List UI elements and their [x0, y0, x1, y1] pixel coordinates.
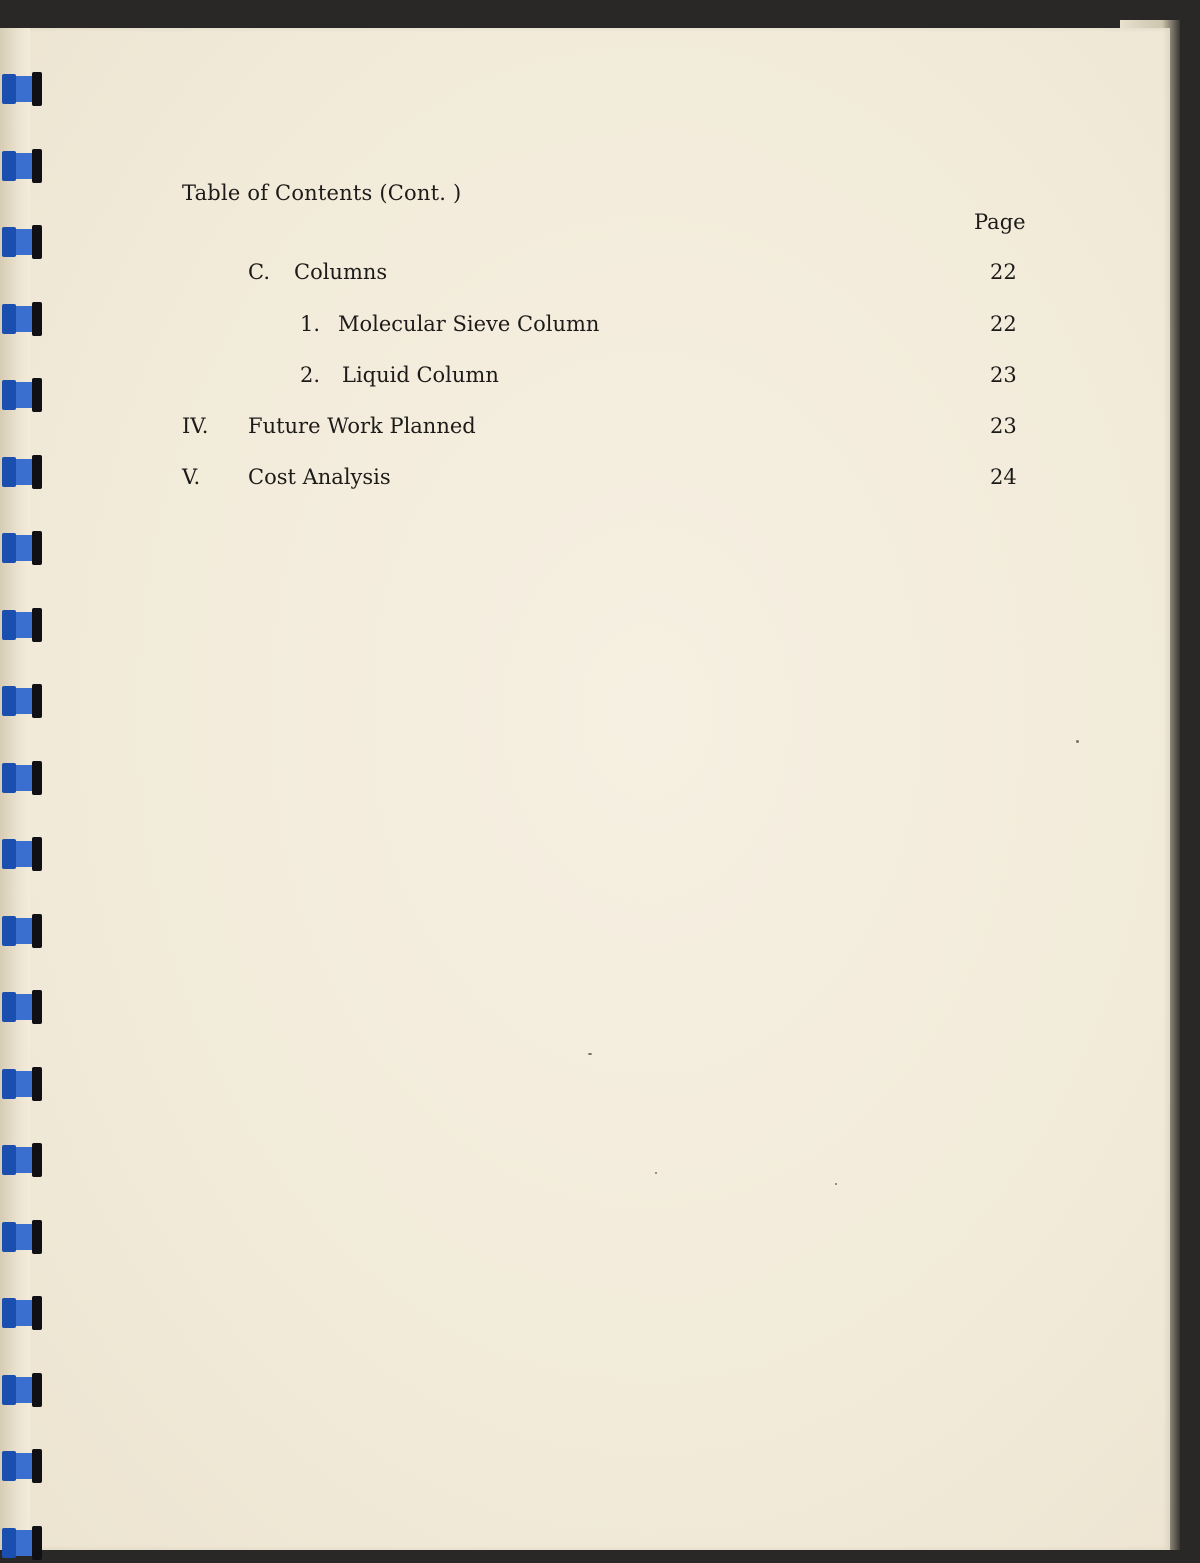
binding-ring-gap — [16, 229, 32, 255]
binding-ring — [2, 1371, 44, 1409]
binding-ring-gap — [16, 306, 32, 332]
binding-ring-front — [32, 1143, 42, 1177]
binding-ring-back — [2, 1375, 16, 1405]
binding-ring — [2, 1141, 44, 1179]
toc-entry-number: V. — [182, 465, 201, 489]
binding-ring-gap — [16, 459, 32, 485]
binding-ring — [2, 1524, 44, 1562]
toc-entry-page: 23 — [990, 363, 1017, 387]
binding-ring-back — [2, 304, 16, 334]
binding-ring — [2, 759, 44, 797]
toc-entry-future-work-planned — [182, 414, 942, 442]
binding-ring-back — [2, 457, 16, 487]
binding-ring — [2, 529, 44, 567]
binding-ring — [2, 835, 44, 873]
binding-ring — [2, 1218, 44, 1256]
binding-ring-back — [2, 916, 16, 946]
binding-ring — [2, 376, 44, 414]
binding-ring — [2, 682, 44, 720]
toc-entry-title: Liquid Column — [342, 363, 499, 387]
binding-ring-front — [32, 990, 42, 1024]
binding-ring-back — [2, 380, 16, 410]
binding-ring — [2, 912, 44, 950]
toc-entry-page: 22 — [990, 312, 1017, 336]
binding-ring-gap — [16, 1224, 32, 1250]
binding-ring-gap — [16, 688, 32, 714]
binding-ring-gap — [16, 1300, 32, 1326]
paper-speck — [588, 1053, 592, 1055]
binding-ring-front — [32, 1067, 42, 1101]
binding-ring-gap — [16, 76, 32, 102]
binding-ring — [2, 453, 44, 491]
binding-ring-back — [2, 1222, 16, 1252]
binding-ring-gap — [16, 1530, 32, 1556]
toc-entry-liquid-column — [300, 363, 940, 391]
binding-ring-gap — [16, 535, 32, 561]
binding-ring-gap — [16, 612, 32, 638]
binding-ring-gap — [16, 1377, 32, 1403]
binding-ring-front — [32, 531, 42, 565]
binding-ring — [2, 300, 44, 338]
binding-ring-front — [32, 1296, 42, 1330]
toc-entry-number: 1. — [300, 312, 321, 336]
binding-ring-front — [32, 455, 42, 489]
binding-ring — [2, 1447, 44, 1485]
toc-entry-page: 22 — [990, 260, 1017, 284]
binding-ring — [2, 988, 44, 1026]
binding-ring-front — [32, 1526, 42, 1560]
binding-ring-back — [2, 763, 16, 793]
binding-ring-back — [2, 992, 16, 1022]
binding-ring-front — [32, 72, 42, 106]
toc-entry-molecular-sieve-column — [300, 312, 940, 340]
binding-ring-back — [2, 1145, 16, 1175]
binding-ring-gap — [16, 1147, 32, 1173]
binding-ring-gap — [16, 994, 32, 1020]
binding-ring — [2, 147, 44, 185]
binding-ring-gap — [16, 382, 32, 408]
binding-ring-back — [2, 1069, 16, 1099]
toc-entry-number: C. — [248, 260, 270, 284]
binding-ring-gap — [16, 1453, 32, 1479]
binding-ring-back — [2, 1298, 16, 1328]
binding-ring-front — [32, 837, 42, 871]
paper-speck — [835, 1183, 837, 1185]
paper-speck — [1076, 740, 1079, 743]
document-page — [8, 28, 1170, 1550]
binding-ring-front — [32, 1449, 42, 1483]
binding-ring-front — [32, 684, 42, 718]
binding-ring-front — [32, 225, 42, 259]
binding-ring-back — [2, 151, 16, 181]
page-column-label: Page — [974, 210, 1026, 234]
binding-ring-back — [2, 610, 16, 640]
toc-entry-title: Future Work Planned — [248, 414, 476, 438]
binding-ring-gap — [16, 153, 32, 179]
binding-ring-gap — [16, 765, 32, 791]
binding-ring-back — [2, 533, 16, 563]
binding-ring-front — [32, 1220, 42, 1254]
binding-ring-gap — [16, 1071, 32, 1097]
binding-ring — [2, 1065, 44, 1103]
toc-entry-number: 2. — [300, 363, 321, 387]
binding-ring-front — [32, 761, 42, 795]
paper-speck — [655, 1172, 657, 1174]
binding-ring-gap — [16, 918, 32, 944]
binding-ring — [2, 223, 44, 261]
binding-ring-front — [32, 914, 42, 948]
binding-ring — [2, 606, 44, 644]
binding-ring-back — [2, 227, 16, 257]
toc-entry-title: Molecular Sieve Column — [338, 312, 600, 336]
toc-entry-number: IV. — [182, 414, 209, 438]
binding-ring-back — [2, 686, 16, 716]
binding-ring-front — [32, 302, 42, 336]
binding-ring-back — [2, 74, 16, 104]
toc-entry-cost-analysis — [182, 465, 942, 493]
toc-heading: Table of Contents (Cont. ) — [182, 181, 462, 205]
toc-entry-page: 24 — [990, 465, 1017, 489]
binding-ring — [2, 1294, 44, 1332]
binding-ring-front — [32, 608, 42, 642]
toc-entry-title: Cost Analysis — [248, 465, 391, 489]
binding-ring-gap — [16, 841, 32, 867]
binding-ring-front — [32, 1373, 42, 1407]
toc-entry-page: 23 — [990, 414, 1017, 438]
binding-ring — [2, 70, 44, 108]
toc-entry-columns — [248, 260, 948, 288]
binding-ring-front — [32, 378, 42, 412]
binding-ring-back — [2, 839, 16, 869]
binding-ring-front — [32, 149, 42, 183]
binding-ring-back — [2, 1528, 16, 1558]
binding-ring-back — [2, 1451, 16, 1481]
toc-entry-title: Columns — [294, 260, 388, 284]
